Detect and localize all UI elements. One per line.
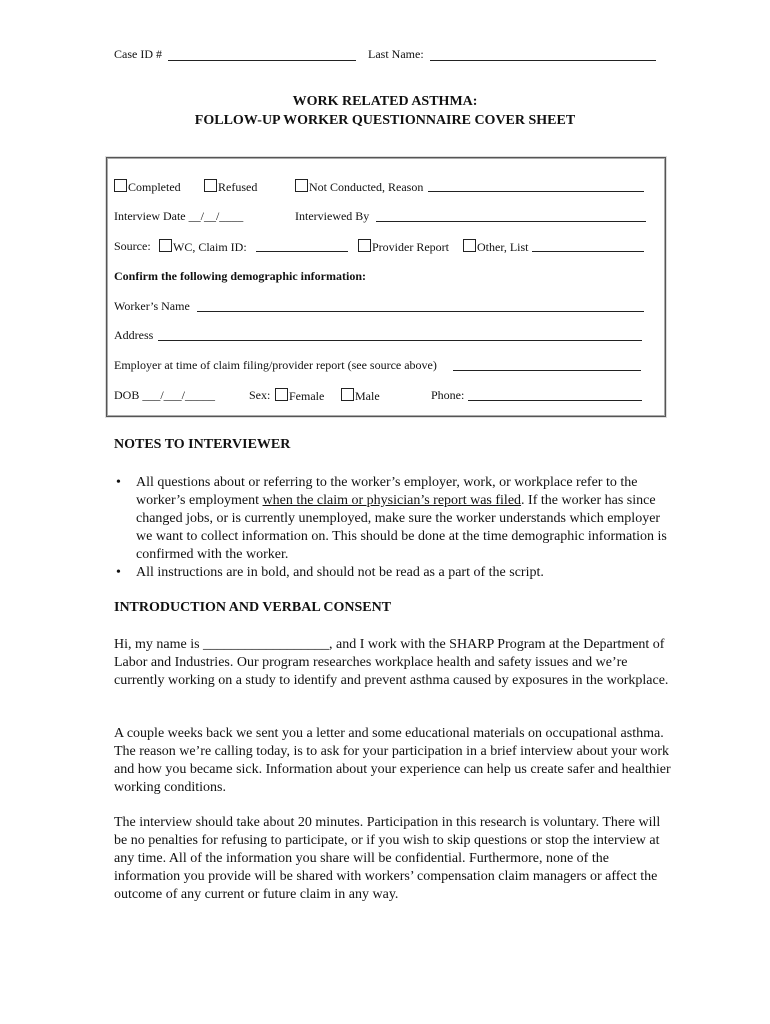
note-item-1 xyxy=(114,474,674,564)
form-title-line1: WORK RELATED ASTHMA: xyxy=(292,94,478,109)
note-1-underlined: when the claim or physician’s report was filed xyxy=(262,493,522,508)
reason-field[interactable] xyxy=(428,191,644,192)
completed-checkbox[interactable] xyxy=(114,179,127,192)
not-conducted-checkbox[interactable] xyxy=(295,179,308,192)
intro-paragraph-1 xyxy=(114,636,674,690)
refused-label: Refused xyxy=(218,180,258,194)
male-checkbox[interactable] xyxy=(341,388,354,401)
worker-name-label: Worker’s Name xyxy=(114,299,190,313)
interview-date-label: Interview Date __/__/____ xyxy=(114,209,244,223)
address-field[interactable] xyxy=(158,340,642,341)
wc-checkbox[interactable] xyxy=(159,239,172,252)
form-title-line2: FOLLOW-UP WORKER QUESTIONNAIRE COVER SHEET xyxy=(194,113,576,128)
note-item-2 xyxy=(114,564,674,582)
phone-field[interactable] xyxy=(468,400,642,401)
address-label: Address xyxy=(114,328,154,342)
wc-label: WC, Claim ID: xyxy=(173,240,247,254)
confirm-heading: Confirm the following demographic information: xyxy=(114,269,366,283)
provider-option xyxy=(358,239,449,255)
refused-option xyxy=(204,179,257,195)
interviewed-by-field[interactable] xyxy=(376,221,646,222)
not-conducted-option xyxy=(295,179,423,195)
female-label: Female xyxy=(289,389,325,403)
last-name-label: Last Name: xyxy=(368,47,424,61)
refused-checkbox[interactable] xyxy=(204,179,217,192)
other-checkbox[interactable] xyxy=(463,239,476,252)
source-label: Source: xyxy=(114,239,151,253)
other-option xyxy=(463,239,529,255)
completed-label: Completed xyxy=(128,180,181,194)
notes-heading: NOTES TO INTERVIEWER xyxy=(114,437,291,452)
provider-report-checkbox[interactable] xyxy=(358,239,371,252)
dob-label: DOB ___/___/_____ xyxy=(114,388,216,402)
interviewed-by-label: Interviewed By xyxy=(295,209,370,223)
note-1-text-end: . If the worker has since changed jobs, or is currently unemployed, make sure the worker understands which employer we want to collect information on. This should be done at the time demographic information is confirmed with the worker. xyxy=(136,493,667,562)
case-id-field[interactable] xyxy=(168,60,356,61)
other-list-field[interactable] xyxy=(532,251,644,252)
phone-label: Phone: xyxy=(431,388,465,402)
intro-paragraph-2 xyxy=(114,725,674,797)
status-row xyxy=(114,179,181,195)
sex-label: Sex: xyxy=(249,388,271,402)
female-option xyxy=(275,388,324,404)
intro-heading: INTRODUCTION AND VERBAL CONSENT xyxy=(114,600,392,615)
claim-id-field[interactable] xyxy=(256,251,348,252)
intro-p3-text: The interview should take about 20 minutes. Participation in this research is voluntary. There will be no penalties for refusing to participate, or if you wish to skip questions or stop the interview at any time. All of the information you share will be confidential. Furthermore, none of the information you provide will be shared with workers’ compensation claim managers or affect the outcome of any current or future claim in any way. xyxy=(114,815,661,902)
cover-sheet-box xyxy=(106,157,666,417)
employer-field[interactable] xyxy=(453,370,641,371)
note-2-text: All instructions are in bold, and should not be read as a part of the script. xyxy=(136,565,544,580)
intro-paragraph-3 xyxy=(114,814,674,904)
employer-label: Employer at time of claim filing/provider report (see source above) xyxy=(114,358,437,372)
intro-p2-text: A couple weeks back we sent you a letter and some educational materials on occupational asthma. The reason we’re calling today, is to ask for your participation in a brief interview about your work and how you became sick. Information about your experience can help us create safer and healthier working conditions. xyxy=(114,726,671,795)
female-checkbox[interactable] xyxy=(275,388,288,401)
wc-option xyxy=(159,239,247,255)
last-name-field[interactable] xyxy=(430,60,656,61)
provider-report-label: Provider Report xyxy=(372,240,449,254)
other-label: Other, List xyxy=(477,240,529,254)
note-1-text-start: All questions about or referring to the worker’s employer, work, or workplace refer to the worker’s employment xyxy=(136,475,638,508)
case-id-label: Case ID # xyxy=(114,47,162,61)
intro-p1-text: Hi, my name is __________________, and I work with the SHARP Program at the Department of Labor and Industries. Our program researches workplace health and safety issues and we’re currently working on a study to identify and prevent asthma caused by exposures in the workplace. xyxy=(114,637,669,688)
worker-name-field[interactable] xyxy=(197,311,644,312)
male-label: Male xyxy=(355,389,380,403)
notes-list xyxy=(114,474,674,582)
male-option xyxy=(341,388,380,404)
not-conducted-label: Not Conducted, Reason xyxy=(309,180,424,194)
